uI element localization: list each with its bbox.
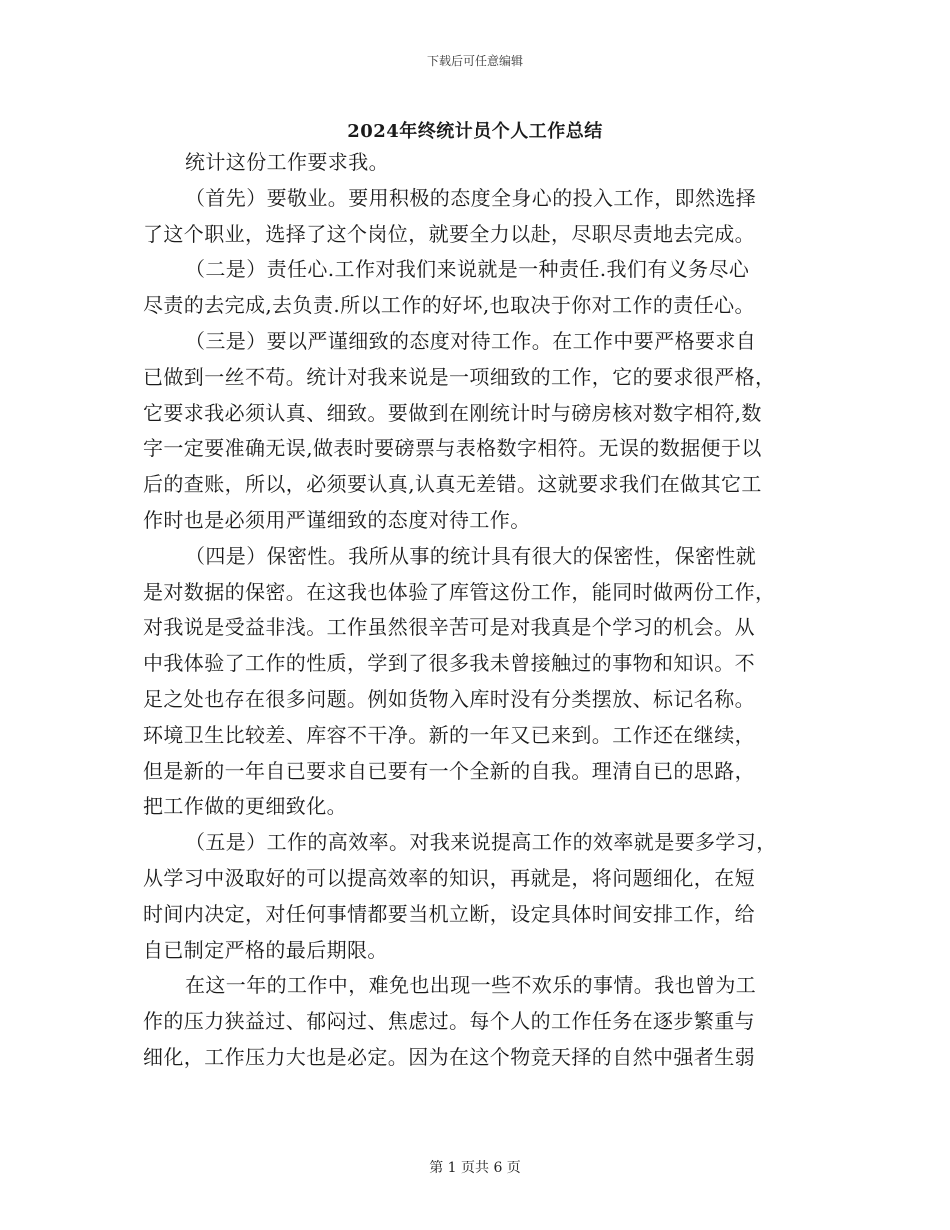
document-body bbox=[143, 145, 803, 1076]
body-line: 足之处也存在很多问题。例如货物入库时没有分类摆放、标记名称。 bbox=[143, 686, 755, 711]
document-title: 2024年终统计员个人工作总结 bbox=[347, 121, 603, 142]
body-line: （三是）要以严谨细致的态度对待工作。在工作中要严格要求自 bbox=[185, 328, 757, 353]
body-line: 后的查账，所以，必须要认真,认真无差错。这就要求我们在做其它工 bbox=[143, 472, 762, 497]
body-line: （二是）责任心.工作对我们来说就是一种责任.我们有义务尽心 bbox=[185, 257, 750, 282]
body-line: （首先）要敬业。要用积极的态度全身心的投入工作，即然选择 bbox=[185, 185, 757, 210]
body-line: 中我体验了工作的性质，学到了很多我未曾接触过的事物和知识。不 bbox=[143, 651, 755, 676]
body-line: 但是新的一年自已要求自已要有一个全新的自我。理清自已的思路， bbox=[143, 758, 755, 783]
body-line: 是对数据的保密。在这我也体验了库管这份工作，能同时做两份工作， bbox=[143, 579, 776, 604]
body-line: 时间内决定，对任何事情都要当机立断，设定具体时间安排工作，给 bbox=[143, 901, 755, 926]
body-line: （四是）保密性。我所从事的统计具有很大的保密性，保密性就 bbox=[185, 543, 757, 568]
body-line: 作的压力狭益过、郁闷过、焦虑过。每个人的工作任务在逐步繁重与 bbox=[143, 1009, 755, 1034]
body-line: 把工作做的更细致化。 bbox=[143, 794, 347, 819]
page-header: 下载后可任意编辑 bbox=[426, 54, 523, 68]
body-line: 环境卫生比较差、库容不干净。新的一年又已来到。工作还在继续， bbox=[143, 722, 755, 747]
body-line: （五是）工作的高效率。对我来说提高工作的效率就是要多学习， bbox=[185, 830, 777, 855]
body-line: 自已制定严格的最后期限。 bbox=[143, 937, 388, 962]
body-line: 细化，工作压力大也是必定。因为在这个物竞天择的自然中强者生弱 bbox=[143, 1044, 755, 1069]
body-line: 统计这份工作要求我。 bbox=[185, 150, 389, 174]
body-line: 从学习中汲取好的可以提高效率的知识，再就是，将问题细化，在短 bbox=[143, 865, 755, 890]
body-line: 已做到一丝不苟。统计对我来说是一项细致的工作，它的要求很严格， bbox=[143, 364, 776, 389]
body-line: 对我说是受益非浅。工作虽然很辛苦可是对我真是个学习的机会。从 bbox=[143, 615, 755, 640]
body-line: 尽责的去完成,去负责.所以工作的好坏,也取决于你对工作的责任心。 bbox=[143, 293, 755, 318]
page-footer: 第 1 页共 6 页 bbox=[429, 1160, 521, 1176]
body-line: 字一定要准确无误,做表时要磅票与表格数字相符。无误的数据便于以 bbox=[143, 436, 762, 461]
body-line: 了这个职业，选择了这个岗位，就要全力以赴，尽职尽责地去完成。 bbox=[143, 221, 755, 246]
body-line: 在这一年的工作中，难免也出现一些不欢乐的事情。我也曾为工 bbox=[185, 973, 757, 998]
body-line: 作时也是必须用严谨细致的态度对待工作。 bbox=[143, 507, 531, 532]
body-line: 它要求我必须认真、细致。要做到在刚统计时与磅房核对数字相符,数 bbox=[143, 400, 762, 425]
